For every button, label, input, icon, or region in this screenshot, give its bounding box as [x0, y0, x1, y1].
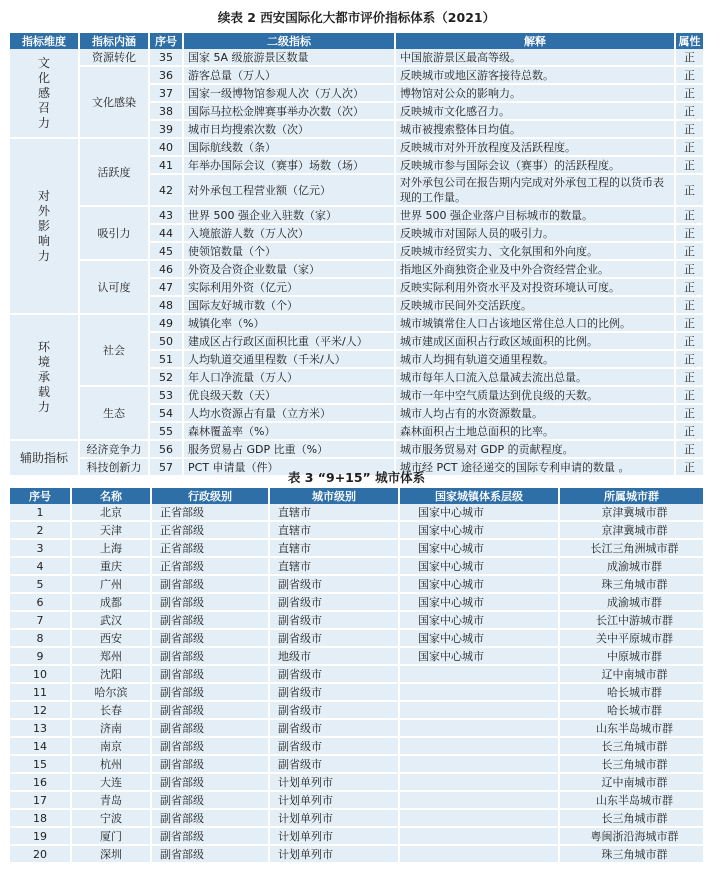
- cell-no: 12: [10, 702, 72, 720]
- cell-national-level: 国家中心城市: [400, 504, 560, 522]
- row-number: 44: [150, 225, 184, 243]
- indicator-attribute: 正: [676, 279, 703, 297]
- cell-name: 大连: [72, 774, 152, 792]
- indicator-name: 实际利用外资（亿元）: [184, 279, 396, 297]
- table-row: [10, 67, 703, 85]
- table-row: [10, 540, 703, 558]
- cell-name: 宁波: [72, 810, 152, 828]
- row-number: 38: [150, 103, 184, 121]
- cell-national-level: [400, 738, 560, 756]
- indicator-name: 国际马拉松金牌赛事举办次数（次）: [184, 103, 396, 121]
- indicator-name: 建成区占行政区面积比重（平米/人）: [184, 333, 396, 351]
- cell-name: 广州: [72, 576, 152, 594]
- cell-city-level: 地级市: [270, 648, 400, 666]
- indicator-attribute: 正: [676, 207, 703, 225]
- group-cell: 文化感染: [80, 67, 150, 139]
- table-row: [10, 522, 703, 540]
- cell-city-level: 直辖市: [270, 540, 400, 558]
- header-name: 名称: [72, 488, 152, 504]
- cell-admin-level: 正省部级: [152, 558, 270, 576]
- row-number: 56: [150, 441, 184, 459]
- cell-no: 14: [10, 738, 72, 756]
- cell-cluster: 成渝城市群: [560, 558, 703, 576]
- cell-name: 青岛: [72, 792, 152, 810]
- indicator-attribute: 正: [676, 121, 703, 139]
- cell-cluster: 长江三角洲城市群: [560, 540, 703, 558]
- cell-name: 沈阳: [72, 666, 152, 684]
- table-row: [10, 630, 703, 648]
- row-number: 57: [150, 459, 184, 477]
- indicator-name: 使领馆数量（个）: [184, 243, 396, 261]
- cell-national-level: 国家中心城市: [400, 630, 560, 648]
- indicator-attribute: 正: [676, 297, 703, 315]
- indicator-explanation: 反映城市参与国际会议（赛事）的活跃程度。: [396, 157, 676, 175]
- cell-no: 15: [10, 756, 72, 774]
- header-admin-level: 行政级别: [152, 488, 270, 504]
- cell-admin-level: 副省部级: [152, 684, 270, 702]
- cell-name: 成都: [72, 594, 152, 612]
- cell-cluster: 中原城市群: [560, 648, 703, 666]
- dimension-label: 辅助指标: [19, 450, 68, 465]
- indicator-explanation: 反映城市对外开放程度及活跃程度。: [396, 139, 676, 157]
- table-row: [10, 612, 703, 630]
- cell-cluster: 哈长城市群: [560, 702, 703, 720]
- table-row: [10, 139, 703, 157]
- cell-no: 9: [10, 648, 72, 666]
- cell-national-level: [400, 666, 560, 684]
- indicator-attribute: 正: [676, 225, 703, 243]
- group-cell: 资源转化: [80, 49, 150, 67]
- indicator-explanation: 反映城市或地区游客接待总数。: [396, 67, 676, 85]
- cell-national-level: [400, 828, 560, 846]
- cell-no: 1: [10, 504, 72, 522]
- row-number: 46: [150, 261, 184, 279]
- table-row: [10, 207, 703, 225]
- header-attribute: 属性: [676, 33, 703, 49]
- cell-no: 19: [10, 828, 72, 846]
- cell-admin-level: 副省部级: [152, 576, 270, 594]
- cell-cluster: 辽中南城市群: [560, 774, 703, 792]
- row-number: 51: [150, 351, 184, 369]
- cell-city-level: 副省级市: [270, 666, 400, 684]
- cell-name: 西安: [72, 630, 152, 648]
- cell-admin-level: 副省部级: [152, 756, 270, 774]
- indicator-explanation: 城市每年人口流入总量减去流出总量。: [396, 369, 676, 387]
- cell-no: 4: [10, 558, 72, 576]
- indicator-attribute: 正: [676, 459, 703, 477]
- indicator-name: 世界 500 强企业入驻数（家）: [184, 207, 396, 225]
- cell-city-level: 副省级市: [270, 738, 400, 756]
- header-explanation: 解释: [396, 33, 676, 49]
- group-cell: 社会: [80, 315, 150, 387]
- dimension-cell: [10, 315, 80, 441]
- indicator-attribute: 正: [676, 423, 703, 441]
- cell-national-level: 国家中心城市: [400, 594, 560, 612]
- cell-admin-level: 副省部级: [152, 828, 270, 846]
- table2-caption: 续表 2 西安国际化大都市评价指标体系（2021）: [217, 10, 496, 25]
- indicator-attribute: 正: [676, 175, 703, 207]
- row-number: 35: [150, 49, 184, 67]
- table-row: [10, 756, 703, 774]
- indicator-explanation: 城市经 PCT 途径递交的国际专利申请的数量 。: [396, 459, 676, 477]
- header-number: 序号: [150, 33, 184, 49]
- cell-admin-level: 副省部级: [152, 792, 270, 810]
- cell-name: 郑州: [72, 648, 152, 666]
- cell-admin-level: 正省部级: [152, 522, 270, 540]
- table-row: [10, 387, 703, 405]
- cell-national-level: 国家中心城市: [400, 522, 560, 540]
- row-number: 40: [150, 139, 184, 157]
- indicator-name: 对外承包工程营业额（亿元）: [184, 175, 396, 207]
- table-row: [10, 441, 703, 459]
- indicator-explanation: 反映实际利用外资水平及对投资环境认可度。: [396, 279, 676, 297]
- row-number: 43: [150, 207, 184, 225]
- cell-no: 8: [10, 630, 72, 648]
- cell-city-level: 副省级市: [270, 720, 400, 738]
- header-dimension: 指标维度: [10, 33, 80, 49]
- cell-no: 10: [10, 666, 72, 684]
- cell-city-level: 副省级市: [270, 630, 400, 648]
- cell-national-level: [400, 792, 560, 810]
- cell-national-level: [400, 684, 560, 702]
- cell-city-level: 计划单列市: [270, 792, 400, 810]
- cell-admin-level: 副省部级: [152, 594, 270, 612]
- cell-national-level: 国家中心城市: [400, 648, 560, 666]
- indicator-attribute: 正: [676, 387, 703, 405]
- cell-cluster: 山东半岛城市群: [560, 720, 703, 738]
- cell-admin-level: 副省部级: [152, 720, 270, 738]
- cell-cluster: 哈长城市群: [560, 684, 703, 702]
- header-cluster: 所属城市群: [560, 488, 703, 504]
- table3-header-row: [10, 488, 703, 504]
- indicator-name: 人均水资源占有量（立方米）: [184, 405, 396, 423]
- dimension-cell: [10, 139, 80, 315]
- row-number: 37: [150, 85, 184, 103]
- cell-city-level: 直辖市: [270, 522, 400, 540]
- indicator-explanation: 城市被搜索整体日均值。: [396, 121, 676, 139]
- group-cell: 认可度: [80, 261, 150, 315]
- group-cell: 活跃度: [80, 139, 150, 207]
- indicator-explanation: 反映城市经贸实力、文化氛围和外向度。: [396, 243, 676, 261]
- header-no: 序号: [10, 488, 72, 504]
- table-row: [10, 558, 703, 576]
- group-cell: 吸引力: [80, 207, 150, 261]
- indicator-name: 森林覆盖率（%）: [184, 423, 396, 441]
- table-row: [10, 828, 703, 846]
- cell-city-level: 计划单列市: [270, 846, 400, 864]
- cell-national-level: 国家中心城市: [400, 540, 560, 558]
- indicator-explanation: 森林面积占土地总面积的比率。: [396, 423, 676, 441]
- cell-no: 17: [10, 792, 72, 810]
- row-number: 47: [150, 279, 184, 297]
- cell-admin-level: 副省部级: [152, 630, 270, 648]
- cell-city-level: 副省级市: [270, 612, 400, 630]
- row-number: 52: [150, 369, 184, 387]
- cell-cluster: 京津冀城市群: [560, 522, 703, 540]
- table3-caption: 表 3 “9+15” 城市体系: [287, 470, 426, 485]
- row-number: 42: [150, 175, 184, 207]
- cell-cluster: 珠三角城市群: [560, 846, 703, 864]
- cell-city-level: 副省级市: [270, 702, 400, 720]
- cell-admin-level: 副省部级: [152, 648, 270, 666]
- cell-national-level: [400, 756, 560, 774]
- cell-name: 济南: [72, 720, 152, 738]
- cell-national-level: [400, 774, 560, 792]
- table-row: [10, 846, 703, 864]
- indicator-explanation: 指地区外商独资企业及中外合资经营企业。: [396, 261, 676, 279]
- indicator-attribute: 正: [676, 441, 703, 459]
- group-cell: 科技创新力: [80, 459, 150, 477]
- cell-name: 长春: [72, 702, 152, 720]
- indicator-attribute: 正: [676, 67, 703, 85]
- indicator-name: 国家 5A 级旅游景区数量: [184, 49, 396, 67]
- cell-cluster: 成渝城市群: [560, 594, 703, 612]
- cell-admin-level: 副省部级: [152, 738, 270, 756]
- cell-no: 20: [10, 846, 72, 864]
- cell-no: 5: [10, 576, 72, 594]
- city-system-table: [10, 488, 703, 864]
- indicator-name: 年举办国际会议（赛事）场数（场）: [184, 157, 396, 175]
- cell-cluster: 关中平原城市群: [560, 630, 703, 648]
- cell-no: 16: [10, 774, 72, 792]
- row-number: 45: [150, 243, 184, 261]
- indicator-explanation: 城市人均占有的水资源数量。: [396, 405, 676, 423]
- cell-admin-level: 副省部级: [152, 846, 270, 864]
- table-row: [10, 666, 703, 684]
- indicator-name: 城镇化率（%）: [184, 315, 396, 333]
- dimension-cell: [10, 49, 80, 139]
- dimension-label: 文化感召力: [37, 55, 50, 130]
- indicator-explanation: 城市城镇常住人口占该地区常住总人口的比例。: [396, 315, 676, 333]
- cell-city-level: 副省级市: [270, 684, 400, 702]
- indicator-explanation: 城市一年中空气质量达到优良级的天数。: [396, 387, 676, 405]
- group-cell: 生态: [80, 387, 150, 441]
- indicator-name: 城市日均搜索次数（次）: [184, 121, 396, 139]
- cell-cluster: 长江中游城市群: [560, 612, 703, 630]
- header-national-level: 国家城镇体系层级: [400, 488, 560, 504]
- cell-national-level: [400, 720, 560, 738]
- cell-admin-level: 副省部级: [152, 612, 270, 630]
- cell-cluster: 长三角城市群: [560, 738, 703, 756]
- indicator-name: 外资及合资企业数量（家）: [184, 261, 396, 279]
- table-row: [10, 702, 703, 720]
- header-indicator: 二级指标: [184, 33, 396, 49]
- indicator-attribute: 正: [676, 157, 703, 175]
- row-number: 36: [150, 67, 184, 85]
- indicator-attribute: 正: [676, 85, 703, 103]
- cell-city-level: 计划单列市: [270, 810, 400, 828]
- group-cell: 经济竞争力: [80, 441, 150, 459]
- cell-city-level: 副省级市: [270, 594, 400, 612]
- cell-national-level: 国家中心城市: [400, 558, 560, 576]
- indicator-attribute: 正: [676, 243, 703, 261]
- indicator-explanation: 城市服务贸易对 GDP 的贡献程度。: [396, 441, 676, 459]
- cell-city-level: 计划单列市: [270, 774, 400, 792]
- cell-name: 北京: [72, 504, 152, 522]
- row-number: 55: [150, 423, 184, 441]
- cell-name: 杭州: [72, 756, 152, 774]
- cell-cluster: 长三角城市群: [560, 810, 703, 828]
- indicator-explanation: 对外承包公司在报告期内完成对外承包工程的以货币表现的工作量。: [396, 175, 676, 207]
- cell-name: 上海: [72, 540, 152, 558]
- cell-city-level: 直辖市: [270, 558, 400, 576]
- indicator-explanation: 中国旅游景区最高等级。: [396, 49, 676, 67]
- cell-cluster: 山东半岛城市群: [560, 792, 703, 810]
- cell-name: 深圳: [72, 846, 152, 864]
- header-city-level: 城市级别: [270, 488, 400, 504]
- row-number: 48: [150, 297, 184, 315]
- indicator-name: 年人口净流量（万人）: [184, 369, 396, 387]
- indicator-attribute: 正: [676, 351, 703, 369]
- cell-name: 哈尔滨: [72, 684, 152, 702]
- indicator-table: [10, 33, 703, 477]
- indicator-name: 国际友好城市数（个）: [184, 297, 396, 315]
- cell-no: 3: [10, 540, 72, 558]
- indicator-attribute: 正: [676, 369, 703, 387]
- row-number: 53: [150, 387, 184, 405]
- indicator-attribute: 正: [676, 333, 703, 351]
- indicator-attribute: 正: [676, 49, 703, 67]
- cell-name: 武汉: [72, 612, 152, 630]
- indicator-explanation: 城市人均拥有轨道交通里程数。: [396, 351, 676, 369]
- cell-admin-level: 副省部级: [152, 702, 270, 720]
- table-row: [10, 684, 703, 702]
- indicator-explanation: 反映城市文化感召力。: [396, 103, 676, 121]
- cell-city-level: 副省级市: [270, 756, 400, 774]
- indicator-explanation: 城市建成区面积占行政区域面积的比例。: [396, 333, 676, 351]
- dimension-label: 对外影响力: [37, 188, 50, 263]
- cell-no: 11: [10, 684, 72, 702]
- cell-no: 18: [10, 810, 72, 828]
- cell-city-level: 副省级市: [270, 576, 400, 594]
- indicator-name: 游客总量（万人）: [184, 67, 396, 85]
- indicator-attribute: 正: [676, 405, 703, 423]
- table-row: [10, 810, 703, 828]
- cell-admin-level: 副省部级: [152, 774, 270, 792]
- cell-national-level: [400, 810, 560, 828]
- table-row: [10, 738, 703, 756]
- header-connotation: 指标内涵: [80, 33, 150, 49]
- table-row: [10, 648, 703, 666]
- indicator-explanation: 博物馆对公众的影响力。: [396, 85, 676, 103]
- indicator-attribute: 正: [676, 103, 703, 121]
- table-row: [10, 261, 703, 279]
- row-number: 49: [150, 315, 184, 333]
- indicator-explanation: 反映城市对国际人员的吸引力。: [396, 225, 676, 243]
- cell-admin-level: 正省部级: [152, 504, 270, 522]
- table-row: [10, 774, 703, 792]
- table-row: [10, 504, 703, 522]
- cell-national-level: 国家中心城市: [400, 612, 560, 630]
- table-row: [10, 792, 703, 810]
- row-number: 39: [150, 121, 184, 139]
- table-row: [10, 720, 703, 738]
- cell-name: 厦门: [72, 828, 152, 846]
- cell-no: 13: [10, 720, 72, 738]
- cell-no: 6: [10, 594, 72, 612]
- table-row: [10, 315, 703, 333]
- cell-city-level: 计划单列市: [270, 828, 400, 846]
- row-number: 41: [150, 157, 184, 175]
- dimension-label: 环境承载力: [37, 339, 50, 414]
- cell-admin-level: 副省部级: [152, 666, 270, 684]
- cell-cluster: 珠三角城市群: [560, 576, 703, 594]
- cell-no: 7: [10, 612, 72, 630]
- indicator-name: 优良级天数（天）: [184, 387, 396, 405]
- cell-national-level: [400, 846, 560, 864]
- cell-admin-level: 正省部级: [152, 540, 270, 558]
- cell-name: 重庆: [72, 558, 152, 576]
- table-row: [10, 576, 703, 594]
- cell-national-level: 国家中心城市: [400, 576, 560, 594]
- indicator-name: 服务贸易占 GDP 比重（%）: [184, 441, 396, 459]
- table-row: [10, 594, 703, 612]
- indicator-name: 人均轨道交通里程数（千米/人）: [184, 351, 396, 369]
- indicator-attribute: 正: [676, 261, 703, 279]
- cell-city-level: 直辖市: [270, 504, 400, 522]
- cell-cluster: 京津冀城市群: [560, 504, 703, 522]
- cell-no: 2: [10, 522, 72, 540]
- indicator-attribute: 正: [676, 139, 703, 157]
- indicator-name: PCT 申请量（件）: [184, 459, 396, 477]
- indicator-name: 入境旅游人数（万人次）: [184, 225, 396, 243]
- row-number: 50: [150, 333, 184, 351]
- cell-cluster: 辽中南城市群: [560, 666, 703, 684]
- table-row: [10, 49, 703, 67]
- cell-name: 南京: [72, 738, 152, 756]
- indicator-explanation: 反映城市民间外交活跃度。: [396, 297, 676, 315]
- cell-admin-level: 副省部级: [152, 810, 270, 828]
- indicator-name: 国际航线数（条）: [184, 139, 396, 157]
- cell-national-level: [400, 702, 560, 720]
- indicator-explanation: 世界 500 强企业落户目标城市的数量。: [396, 207, 676, 225]
- indicator-attribute: 正: [676, 315, 703, 333]
- cell-cluster: 粤闽浙沿海城市群: [560, 828, 703, 846]
- cell-name: 天津: [72, 522, 152, 540]
- table2-header-row: [10, 33, 703, 49]
- indicator-name: 国家一级博物馆参观人次（万人次）: [184, 85, 396, 103]
- row-number: 54: [150, 405, 184, 423]
- cell-cluster: 长三角城市群: [560, 756, 703, 774]
